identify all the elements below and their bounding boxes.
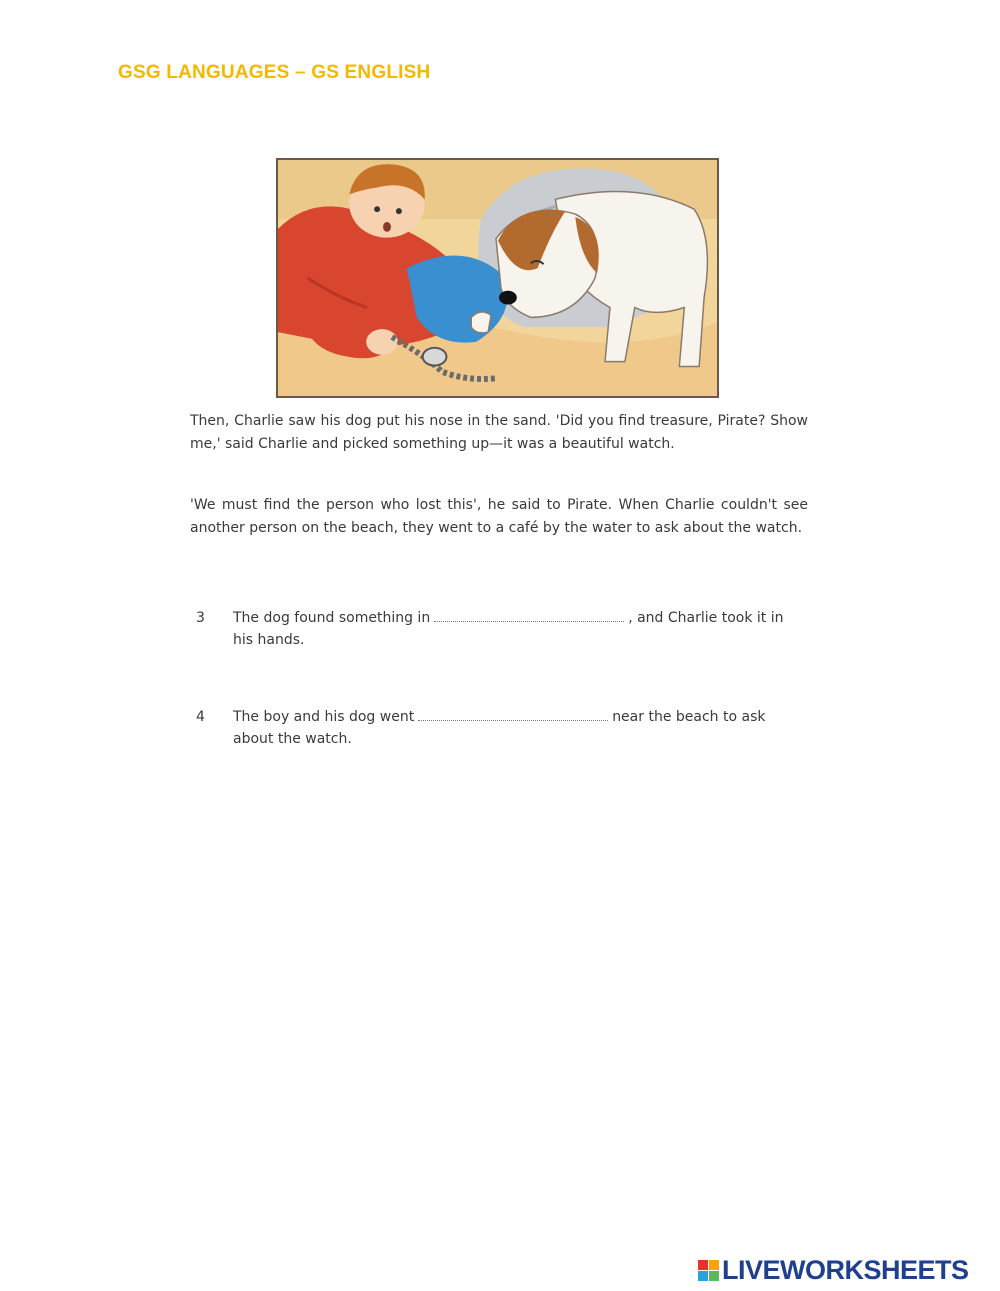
boy-and-dog-illustration	[278, 160, 717, 396]
answer-blank-3[interactable]	[434, 609, 624, 622]
brand-wordmark: LIVEWORKSHEETS	[722, 1254, 969, 1285]
question-text-before: The boy and his dog went	[233, 709, 415, 725]
liveworksheets-logo-icon	[698, 1260, 719, 1281]
story-illustration	[276, 158, 719, 398]
question-text-after: , and Charlie took it in his hands.	[233, 610, 784, 648]
question-number: 4	[196, 709, 205, 725]
question-3	[196, 607, 796, 651]
answer-blank-4[interactable]	[418, 708, 608, 721]
story-paragraph-1: Then, Charlie saw his dog put his nose in the sand. 'Did you find treasure, Pirate? Show me,' said Charlie and picked something up—it was a beautiful watch.	[190, 413, 808, 452]
story-paragraph-2: 'We must find the person who lost this', he said to Pirate. When Charlie couldn't see another person on the beach, they went to a café by the water to ask about the watch.	[190, 497, 808, 536]
question-number: 3	[196, 610, 205, 626]
question-text-before: The dog found something in	[233, 610, 431, 626]
page-header-title: GSG LANGUAGES – GS ENGLISH	[118, 62, 431, 83]
liveworksheets-brand	[698, 1255, 969, 1285]
question-4	[196, 706, 796, 750]
question-text-after: near the beach to ask about the watch.	[233, 709, 766, 747]
